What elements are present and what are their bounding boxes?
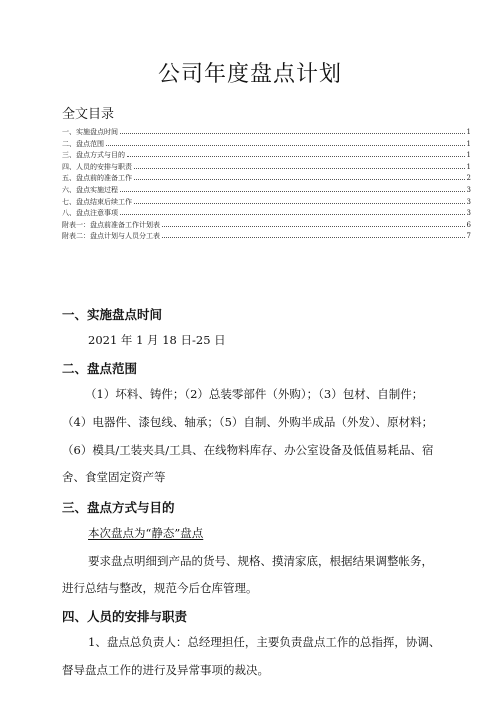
section-3-line: 要求盘点明细到产品的货号、规格、摸清家底，根据结果调整帐务， bbox=[88, 554, 433, 568]
toc-entry-label: 附表二：盘点计划与人员分工表 bbox=[62, 232, 160, 241]
toc-entry-page: 3 bbox=[466, 209, 471, 218]
toc-entry[interactable] bbox=[62, 208, 471, 220]
section-4-line: 1、盘点总负责人：总经理担任，主要负责盘点工作的总指挥，协调、 bbox=[88, 635, 441, 649]
toc-leader-dots bbox=[134, 178, 465, 180]
document-title: 公司年度盘点计划 bbox=[157, 62, 342, 87]
section-3-line: 进行总结与整改，规范今后仓库管理。 bbox=[62, 581, 258, 595]
toc-entry-page: 1 bbox=[466, 151, 471, 160]
toc-leader-dots bbox=[134, 202, 465, 204]
toc-leader-dots bbox=[127, 155, 465, 157]
toc-heading: 全文目录 bbox=[62, 107, 115, 122]
toc-entry-page: 3 bbox=[466, 185, 471, 194]
section-2-line: 舍、食堂固定资产等 bbox=[62, 470, 166, 484]
toc-leader-dots bbox=[120, 213, 465, 215]
toc-entry[interactable] bbox=[62, 173, 471, 185]
toc-entry-label: 六、盘点实施过程 bbox=[62, 185, 118, 194]
toc-entry-label: 七、盘点结束后续工作 bbox=[62, 197, 132, 206]
toc-entry-label: 八、盘点注意事项 bbox=[62, 209, 118, 218]
table-of-contents bbox=[62, 127, 471, 243]
section-heading-1: 一、实施盘点时间 bbox=[62, 307, 163, 322]
toc-entry-label: 四、人员的安排与职责 bbox=[62, 162, 132, 171]
section-3-underlined-text: 本次盘点为“静态”盘点 bbox=[88, 526, 204, 540]
toc-entry-page: 7 bbox=[466, 232, 471, 241]
toc-entry-page: 2 bbox=[466, 174, 471, 183]
toc-leader-dots bbox=[162, 225, 465, 227]
toc-entry-label: 三、盘点方式与目的 bbox=[62, 151, 125, 160]
toc-entry-page: 1 bbox=[466, 139, 471, 148]
toc-leader-dots bbox=[162, 236, 465, 238]
toc-entry[interactable] bbox=[62, 162, 471, 174]
section-heading-4: 四、人员的安排与职责 bbox=[62, 609, 188, 624]
toc-entry-page: 3 bbox=[466, 197, 471, 206]
toc-entry-label: 附表一：盘点前准备工作计划表 bbox=[62, 220, 160, 229]
toc-entry[interactable] bbox=[62, 150, 471, 162]
toc-entry[interactable] bbox=[62, 127, 471, 139]
toc-entry[interactable] bbox=[62, 231, 471, 243]
toc-leader-dots bbox=[106, 144, 465, 146]
toc-entry[interactable] bbox=[62, 197, 471, 209]
section-heading-2: 二、盘点范围 bbox=[62, 361, 138, 376]
toc-entry-label: 二、盘点范围 bbox=[62, 139, 104, 148]
toc-leader-dots bbox=[134, 167, 465, 169]
toc-leader-dots bbox=[120, 132, 465, 134]
section-1-text: 2021 年 1 月 18 日-25 日 bbox=[88, 333, 226, 347]
section-2-line: （1）坏料、铸件；（2）总装零部件（外购）；（3）包材、自制件； bbox=[85, 387, 424, 401]
toc-entry-page: 6 bbox=[466, 220, 471, 229]
toc-entry-page: 1 bbox=[466, 128, 471, 136]
section-2-line: （6）模具/工装夹具/工具、在线物料库存、办公室设备及低值易耗品、宿 bbox=[62, 443, 434, 457]
section-heading-3: 三、盘点方式与目的 bbox=[62, 500, 175, 515]
toc-leader-dots bbox=[120, 190, 465, 192]
section-2-line: （4）电器件、漆包线、轴承；（5）自制、外购半成品（外发）、原材料； bbox=[62, 415, 434, 429]
toc-entry-label: 一、实施盘点时间 bbox=[62, 128, 118, 136]
toc-entry[interactable] bbox=[62, 185, 471, 197]
toc-entry[interactable] bbox=[62, 220, 471, 232]
toc-entry-label: 五、盘点前的准备工作 bbox=[62, 174, 132, 183]
toc-entry[interactable] bbox=[62, 139, 471, 151]
section-4-line: 督导盘点工作的进行及异常事项的裁决。 bbox=[62, 663, 269, 677]
toc-entry-page: 1 bbox=[466, 162, 471, 171]
